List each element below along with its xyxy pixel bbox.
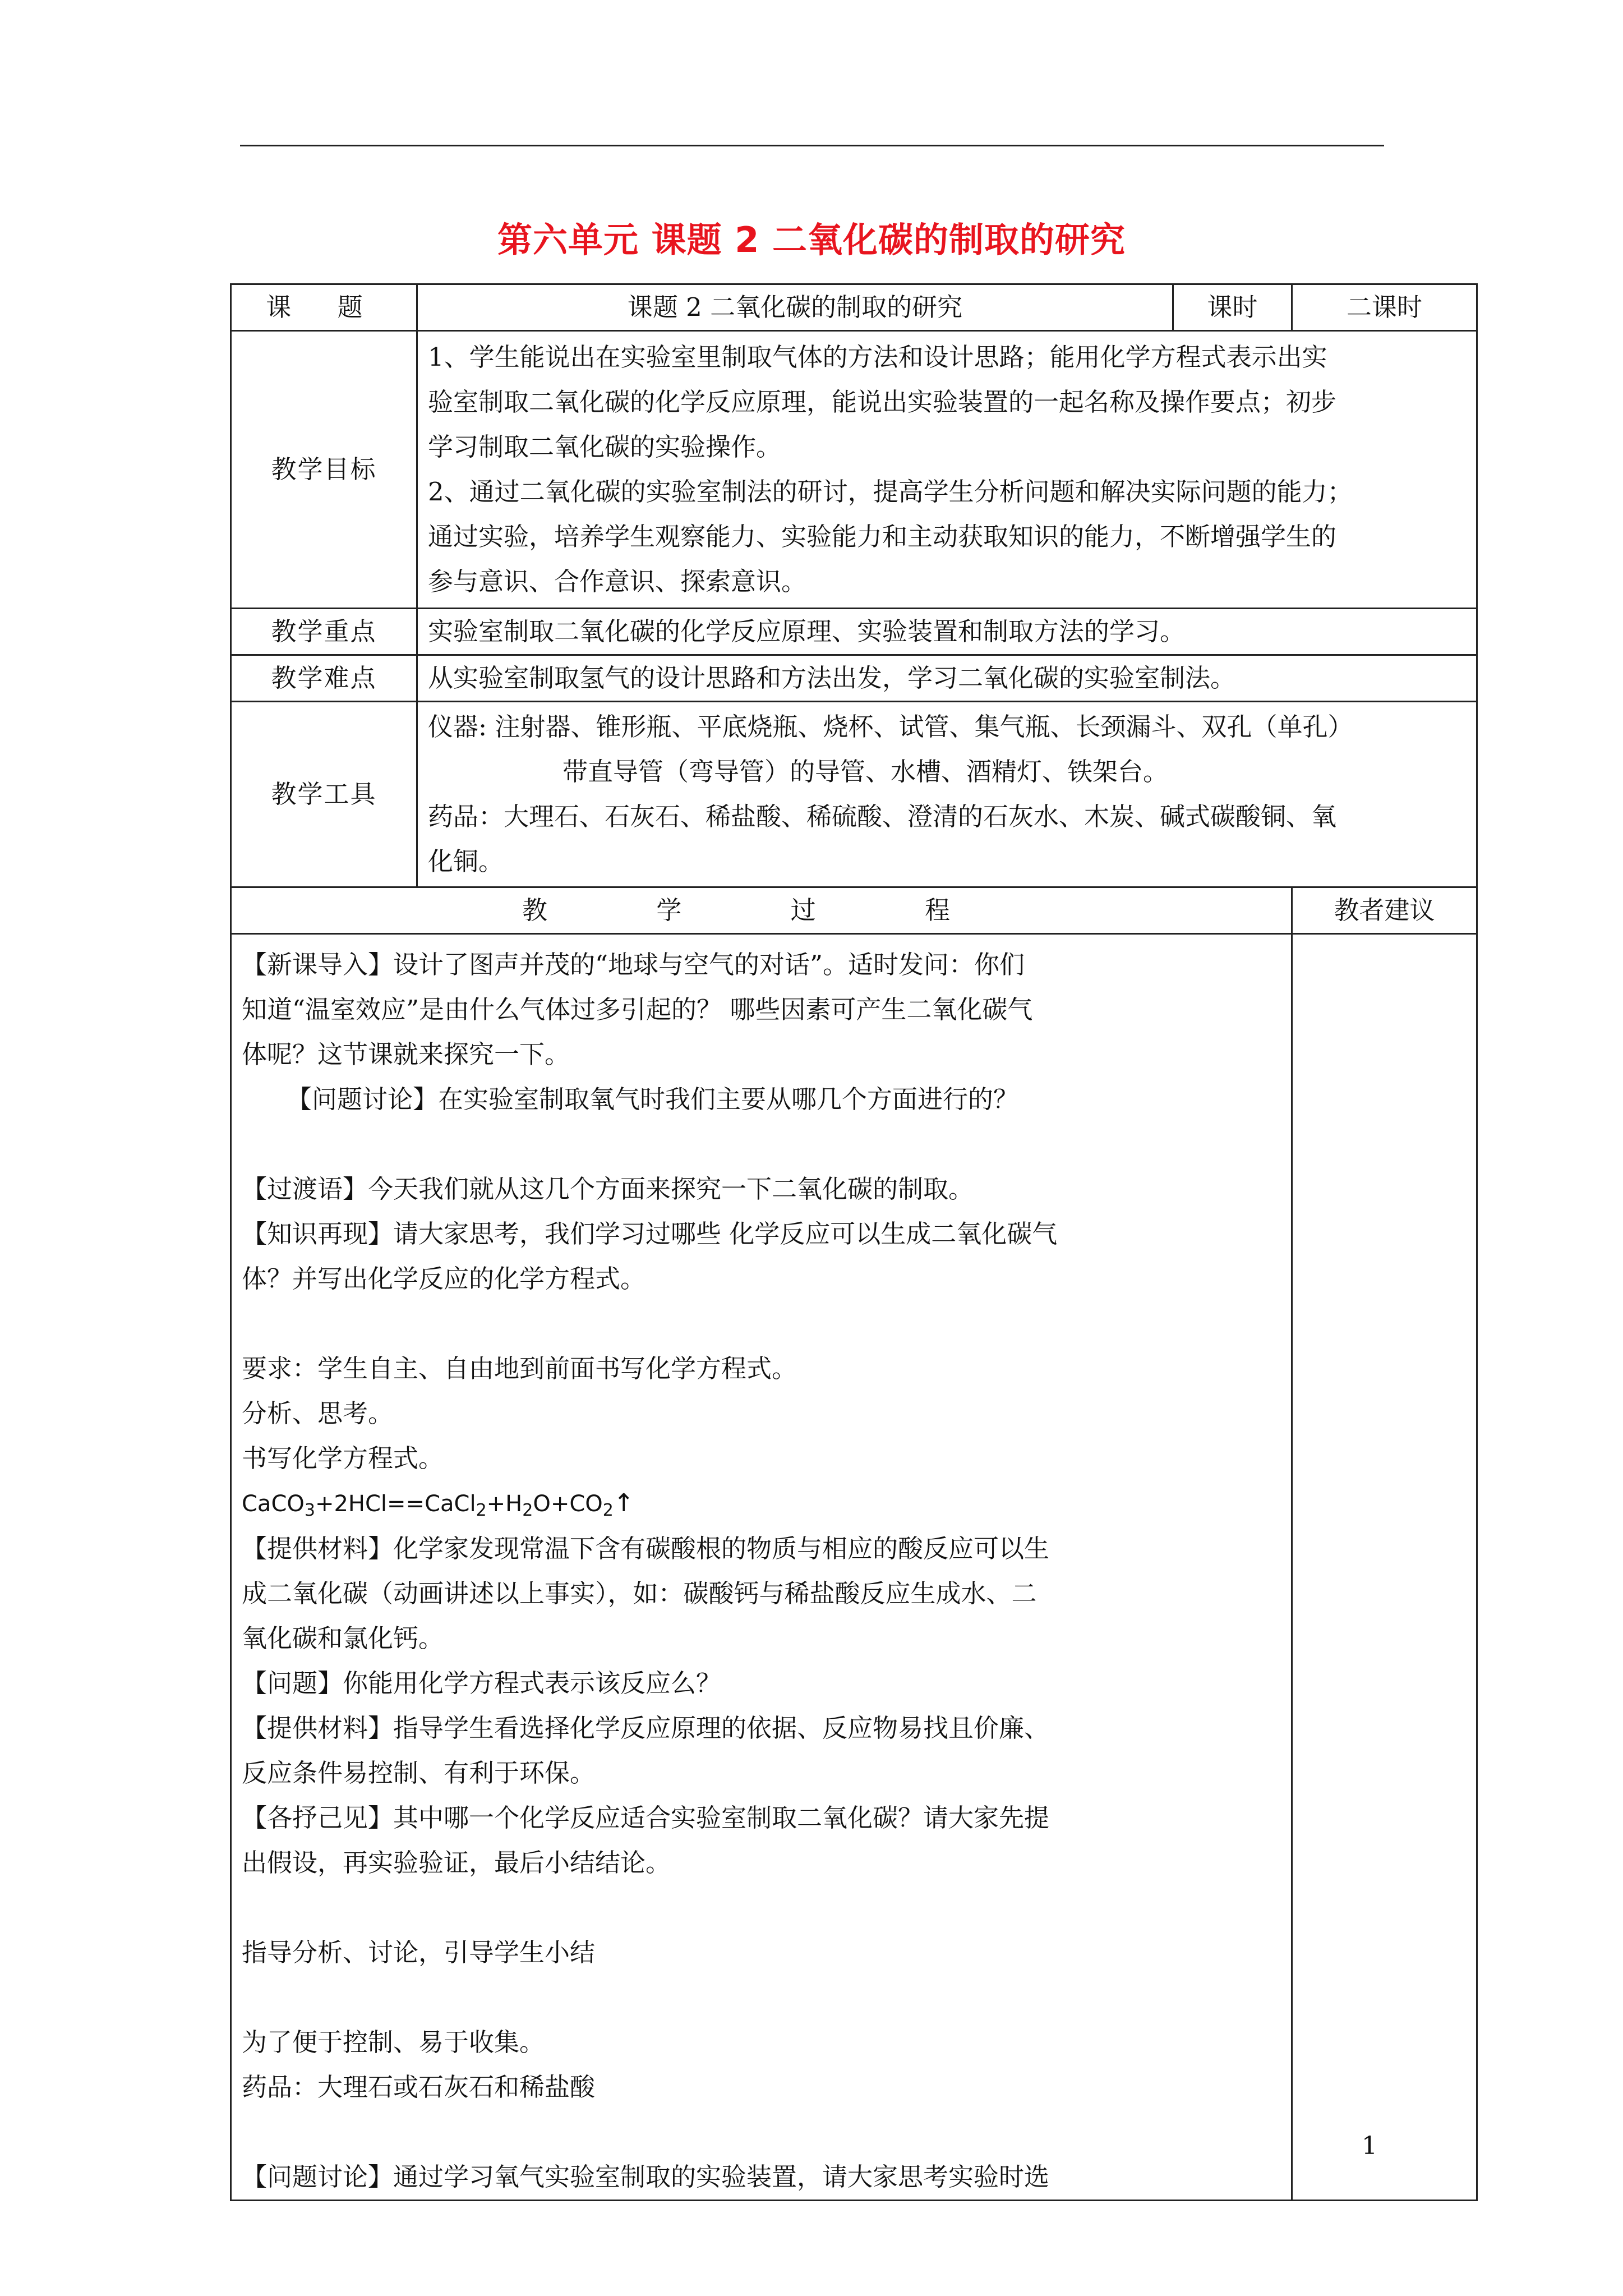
tools-row [231, 702, 1477, 887]
difficulties-label: 教学难点 [231, 655, 417, 702]
chemical-equation [242, 1481, 1281, 1526]
process-line: 【新课导入】设计了图声并茂的“地球与空气的对话”。适时发问：你们 [242, 950, 1025, 979]
topic-row [231, 284, 1477, 331]
objectives-content [417, 331, 1477, 609]
objective-line: 通过实验，培养学生观察能力、实验能力和主动获取知识的能力，不断增强学生的 [428, 522, 1337, 551]
process-content [231, 934, 1292, 2201]
key-points-label: 教学重点 [231, 609, 417, 655]
document-title: 第六单元 课题 2 二氧化碳的制取的研究 [497, 219, 1126, 260]
period-value: 二课时 [1292, 284, 1477, 331]
process-line: 【问题讨论】在实验室制取氧气时我们主要从哪几个方面进行的？ [287, 1084, 1019, 1114]
process-line: 反应条件易控制、有利于环保。 [242, 1758, 596, 1788]
process-line: 【提供材料】化学家发现常温下含有碳酸根的物质与相应的酸反应可以生 [242, 1534, 1050, 1563]
tools-instruments: 仪器: 注射器、锥形瓶、平底烧瓶、烧杯、试管、集气瓶、长颈漏斗、双孔（单孔） [428, 712, 1353, 742]
header-rule [240, 145, 1384, 146]
equation-subscript: 2 [522, 1501, 533, 1520]
tools-content [417, 702, 1477, 887]
objective-line: 2、通过二氧化碳的实验室制法的研讨，提高学生分析问题和解决实际问题的能力； [428, 477, 1353, 507]
objectives-label: 教学目标 [231, 331, 417, 609]
process-line: 【过渡语】今天我们就从这几个方面来探究一下二氧化碳的制取。 [242, 1174, 974, 1204]
objective-line: 验室制取二氧化碳的化学反应原理，能说出实验装置的一起名称及操作要点；初步 [428, 387, 1337, 417]
tools-reagents: 药品：大理石、石灰石、稀盐酸、稀硫酸、澄清的石灰水、木炭、碱式碳酸铜、氧 [428, 802, 1337, 831]
process-line: 药品：大理石或石灰石和稀盐酸 [242, 2072, 596, 2102]
process-line: 为了便于控制、易于收集。 [242, 2027, 545, 2057]
process-line: 体？并写出化学反应的化学方程式。 [242, 1264, 646, 1294]
process-line: 成二氧化碳（动画讲述以上事实），如：碳酸钙与稀盐酸反应生成水、二 [242, 1579, 1037, 1608]
tools-label: 教学工具 [231, 702, 417, 887]
topic-label: 课 题 [231, 284, 417, 331]
period-label: 课时 [1173, 284, 1292, 331]
key-points-row [231, 609, 1477, 655]
difficulties-text: 从实验室制取氢气的设计思路和方法出发，学习二氧化碳的实验室制法。 [417, 655, 1477, 702]
blank-line [242, 1975, 1281, 2020]
gas-arrow-icon: ↑ [613, 1489, 634, 1517]
equation-part: CaCO [242, 1491, 305, 1517]
blank-line [242, 1885, 1281, 1930]
blank-line [242, 2110, 1281, 2155]
process-line: 知道“温室效应”是由什么气体过多引起的？ 哪些因素可产生二氧化碳气 [242, 995, 1033, 1024]
process-header: 教 学 过 程 [231, 887, 1292, 934]
blank-line [242, 1301, 1281, 1346]
difficulties-row [231, 655, 1477, 702]
process-line: 体呢？这节课就来探究一下。 [242, 1039, 570, 1069]
equation-part: O+CO [533, 1491, 603, 1517]
objective-line: 参与意识、合作意识、探索意识。 [428, 567, 807, 596]
suggestion-header: 教者建议 [1292, 887, 1477, 934]
suggestion-content [1292, 934, 1477, 2201]
tools-instruments-cont: 带直导管（弯导管）的导管、水槽、酒精灯、铁架台。 [562, 757, 1169, 786]
process-line: 【知识再现】请大家思考，我们学习过哪些 化学反应可以生成二氧化碳气 [242, 1219, 1058, 1249]
equation-subscript: 2 [602, 1501, 614, 1520]
process-line: 【问题】你能用化学方程式表示该反应么？ [242, 1668, 722, 1698]
process-line: 【提供材料】指导学生看选择化学反应原理的依据、反应物易找且价廉、 [242, 1713, 1050, 1743]
process-line: 出假设，再实验验证，最后小结结论。 [242, 1848, 671, 1878]
process-line: 【各抒己见】其中哪一个化学反应适合实验室制取二氧化碳？请大家先提 [242, 1803, 1050, 1833]
tools-reagents-cont: 化铜。 [428, 846, 504, 876]
process-line: 分析、思考。 [242, 1398, 394, 1428]
key-points-text: 实验室制取二氧化碳的化学反应原理、实验装置和制取方法的学习。 [417, 609, 1477, 655]
process-header-row [231, 887, 1477, 934]
objective-line: 1、学生能说出在实验室里制取气体的方法和设计思路；能用化学方程式表示出实 [428, 342, 1327, 372]
equation-part: +2HCl==CaCl [315, 1491, 476, 1517]
equation-subscript: 3 [304, 1501, 315, 1520]
equation-part: +H [486, 1491, 523, 1517]
topic-value: 课题 2 二氧化碳的制取的研究 [417, 284, 1173, 331]
process-line: 书写化学方程式。 [242, 1443, 444, 1473]
page-number: 1 [1362, 2132, 1377, 2160]
process-line: 指导分析、讨论，引导学生小结 [242, 1938, 596, 1967]
process-line: 要求：学生自主、自由地到前面书写化学方程式。 [242, 1354, 797, 1383]
equation-subscript: 2 [476, 1501, 487, 1520]
process-row [231, 934, 1477, 2201]
lesson-plan-table [230, 283, 1478, 2201]
objective-line: 学习制取二氧化碳的实验操作。 [428, 432, 782, 462]
process-line: 氧化碳和氯化钙。 [242, 1623, 444, 1653]
process-line: 【问题讨论】通过学习氧气实验室制取的实验装置，请大家思考实验时选 [242, 2162, 1050, 2192]
blank-line [242, 1122, 1281, 1167]
objectives-row [231, 331, 1477, 609]
